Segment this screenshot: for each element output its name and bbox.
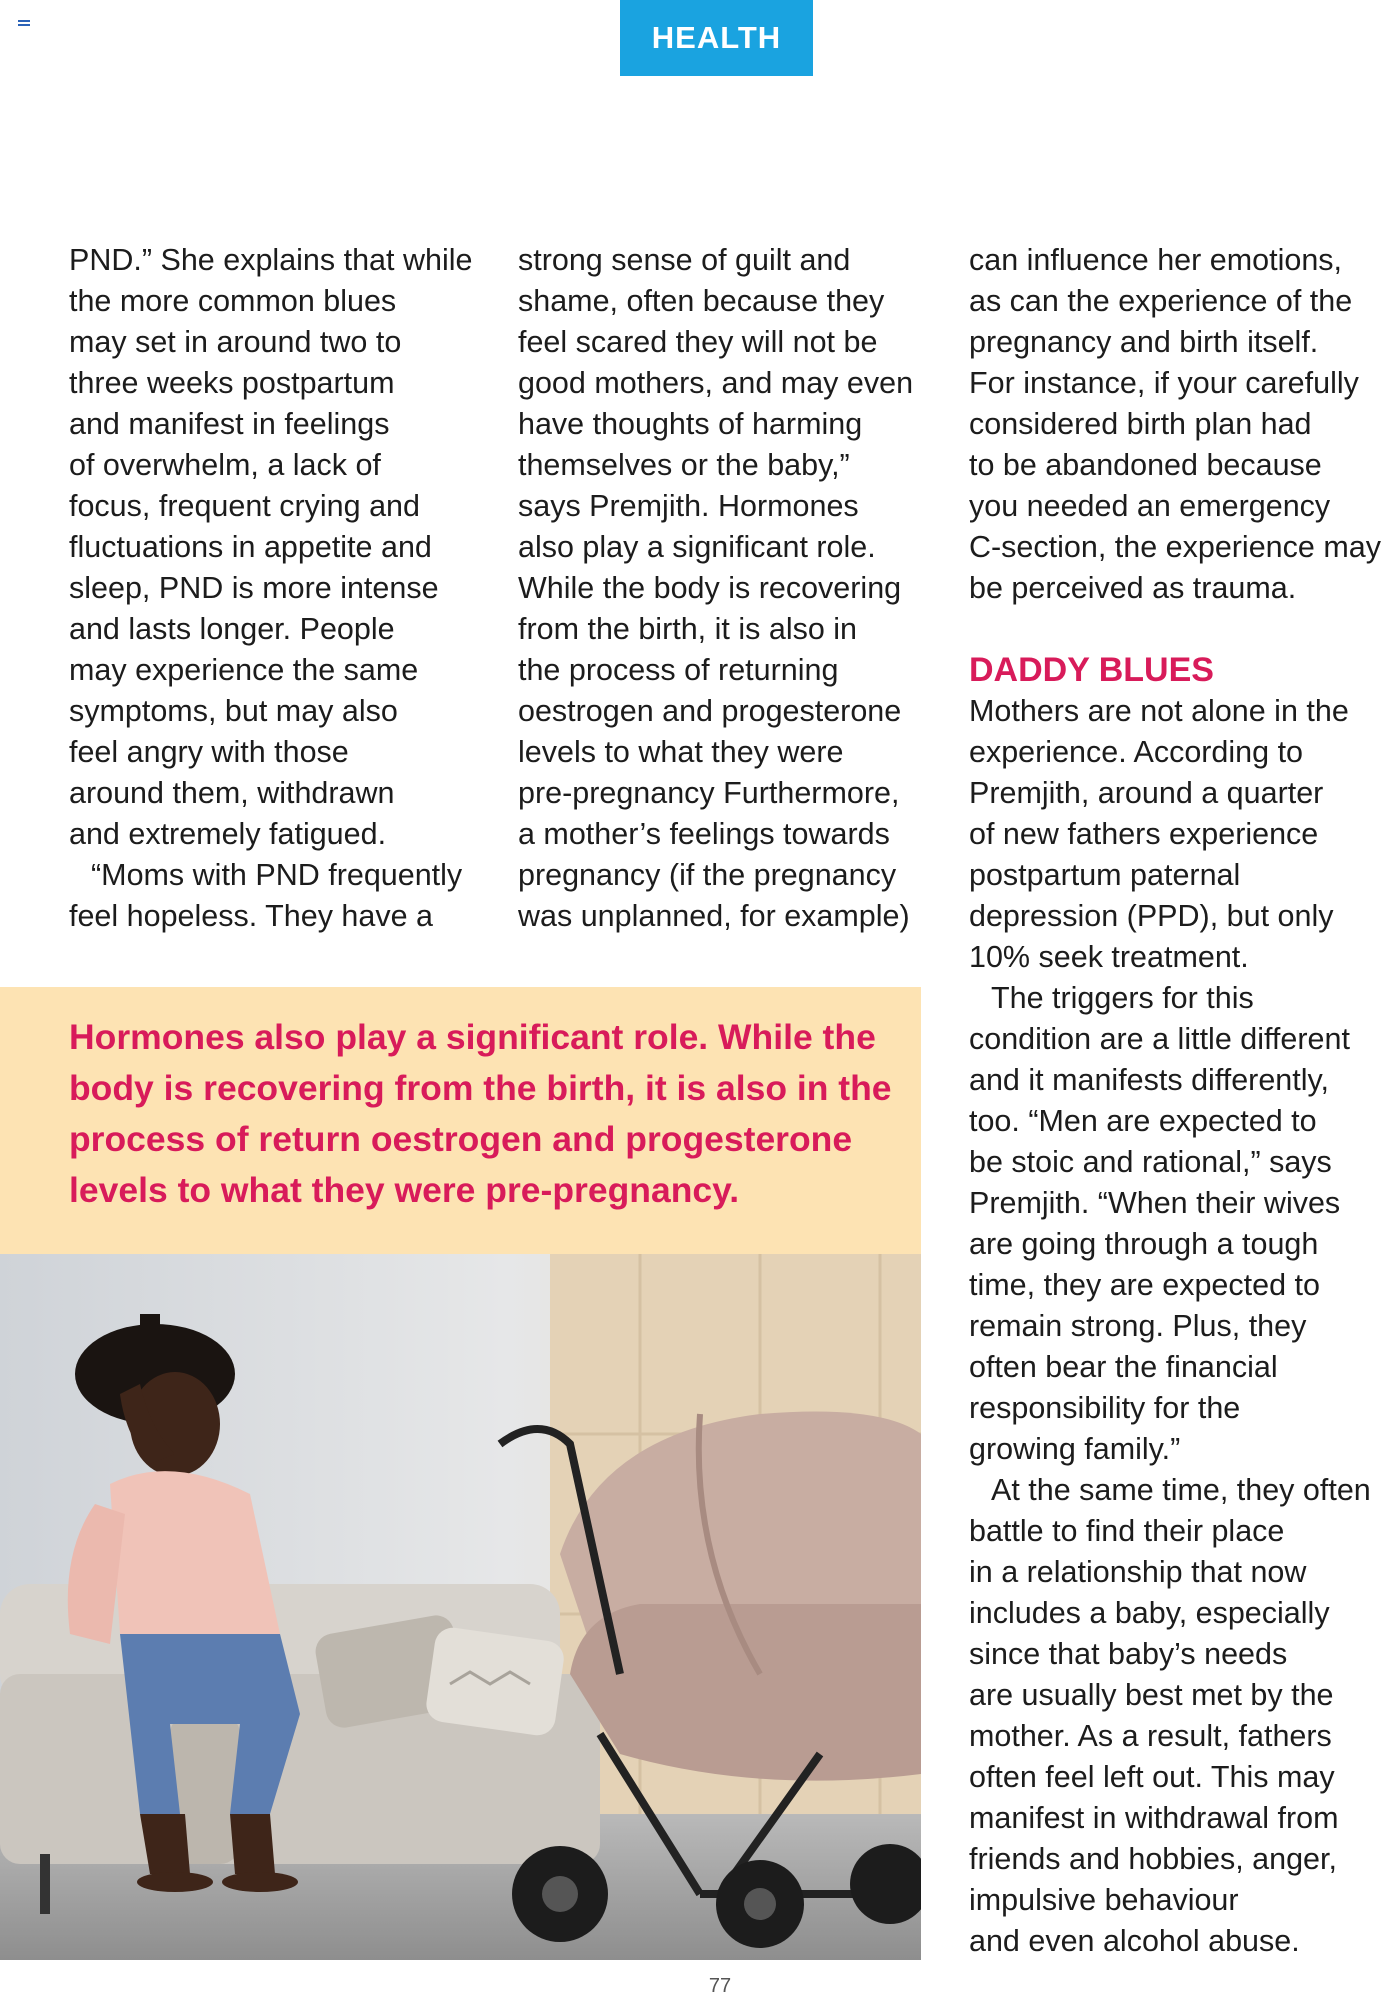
page-number: 77 (708, 1975, 732, 1997)
text-line: C-section, the experience may (969, 530, 1381, 564)
pull-quote-line: process of return oestrogen and progesterone (69, 1119, 853, 1159)
text-line: oestrogen and progesterone (518, 694, 902, 728)
text-line: and even alcohol abuse. (969, 1924, 1300, 1958)
text-line: feel hopeless. They have a (69, 899, 433, 933)
text-line: of new fathers experience (969, 817, 1319, 851)
column-1 (69, 240, 489, 937)
text-line: too. “Men are expected to (969, 1104, 1317, 1138)
text-line: are going through a tough (969, 1227, 1319, 1261)
text-line: you needed an emergency (969, 489, 1331, 523)
text-line: may experience the same (69, 653, 419, 687)
pull-quote (69, 1012, 919, 1216)
text-line: “Moms with PND frequently (91, 858, 463, 892)
text-line: experience. According to (969, 735, 1304, 769)
article-photo (0, 1254, 921, 1960)
text-line: often feel left out. This may (969, 1760, 1335, 1794)
text-line: good mothers, and may even (518, 366, 914, 400)
text-line: also play a significant role. (518, 530, 876, 564)
text-line: responsibility for the (969, 1391, 1241, 1425)
text-line: the more common blues (69, 284, 397, 318)
text-line: feel angry with those (69, 735, 349, 769)
text-line: mother. As a result, fathers (969, 1719, 1332, 1753)
text-line: considered birth plan had (969, 407, 1312, 441)
text-line: as can the experience of the (969, 284, 1353, 318)
column-2 (518, 240, 938, 937)
text-line: PND.” She explains that while (69, 243, 473, 277)
text-line: depression (PPD), but only (969, 899, 1334, 933)
text-line: growing family.” (969, 1432, 1181, 1466)
text-line: have thoughts of harming (518, 407, 863, 441)
text-line: and manifest in feelings (69, 407, 390, 441)
pull-quote-line: levels to what they were pre-pregnancy. (69, 1170, 740, 1210)
text-line: While the body is recovering (518, 571, 902, 605)
text-line: Premjith, around a quarter (969, 776, 1324, 810)
text-line: Premjith. “When their wives (969, 1186, 1341, 1220)
text-line: Mothers are not alone in the (969, 694, 1349, 728)
text-line: The triggers for this (991, 981, 1254, 1015)
text-line: of overwhelm, a lack of (69, 448, 381, 482)
text-line: and extremely fatigued. (69, 817, 387, 851)
pull-quote-line: Hormones also play a significant role. While the (69, 1017, 876, 1057)
subheading-daddy-blues: DADDY BLUES (969, 651, 1214, 689)
text-line: the process of returning (518, 653, 839, 687)
text-line: around them, withdrawn (69, 776, 395, 810)
section-tab-health: HEALTH (620, 0, 813, 76)
text-line: are usually best met by the (969, 1678, 1334, 1712)
text-line: pregnancy (if the pregnancy (518, 858, 897, 892)
text-line: symptoms, but may also (69, 694, 398, 728)
text-line: friends and hobbies, anger, (969, 1842, 1337, 1876)
text-line: a mother’s feelings towards (518, 817, 890, 851)
text-line: includes a baby, especially (969, 1596, 1330, 1630)
text-line: remain strong. Plus, they (969, 1309, 1307, 1343)
menu-mark-icon (18, 20, 30, 28)
text-line: often bear the financial (969, 1350, 1278, 1384)
text-line: was unplanned, for example) (518, 899, 910, 933)
pull-quote-line: body is recovering from the birth, it is also in the (69, 1068, 892, 1108)
text-line: For instance, if your carefully (969, 366, 1359, 400)
text-line: strong sense of guilt and (518, 243, 851, 277)
text-line: feel scared they will not be (518, 325, 878, 359)
text-line: At the same time, they often (991, 1473, 1371, 1507)
text-line: be perceived as trauma. (969, 571, 1297, 605)
column-3 (969, 240, 1381, 1962)
text-line: impulsive behaviour (969, 1883, 1239, 1917)
text-line: time, they are expected to (969, 1268, 1320, 1302)
text-line: postpartum paternal (969, 858, 1241, 892)
text-line: and lasts longer. People (69, 612, 395, 646)
text-line: three weeks postpartum (69, 366, 395, 400)
text-line: be stoic and rational,” says (969, 1145, 1332, 1179)
text-line: manifest in withdrawal from (969, 1801, 1339, 1835)
text-line: pregnancy and birth itself. (969, 325, 1319, 359)
text-line: says Premjith. Hormones (518, 489, 859, 523)
text-line: focus, frequent crying and (69, 489, 420, 523)
text-line: 10% seek treatment. (969, 940, 1249, 974)
text-line: levels to what they were (518, 735, 844, 769)
text-line: from the birth, it is also in (518, 612, 858, 646)
text-line: condition are a little different (969, 1022, 1350, 1056)
text-line: sleep, PND is more intense (69, 571, 439, 605)
text-line: since that baby’s needs (969, 1637, 1288, 1671)
text-line: themselves or the baby,” (518, 448, 850, 482)
text-line: and it manifests differently, (969, 1063, 1329, 1097)
text-line: in a relationship that now (969, 1555, 1307, 1589)
text-line: shame, often because they (518, 284, 885, 318)
text-line: can influence her emotions, (969, 243, 1342, 277)
text-line: may set in around two to (69, 325, 402, 359)
text-line: battle to find their place (969, 1514, 1285, 1548)
text-line: fluctuations in appetite and (69, 530, 432, 564)
text-line: to be abandoned because (969, 448, 1322, 482)
text-line: pre-pregnancy Furthermore, (518, 776, 900, 810)
